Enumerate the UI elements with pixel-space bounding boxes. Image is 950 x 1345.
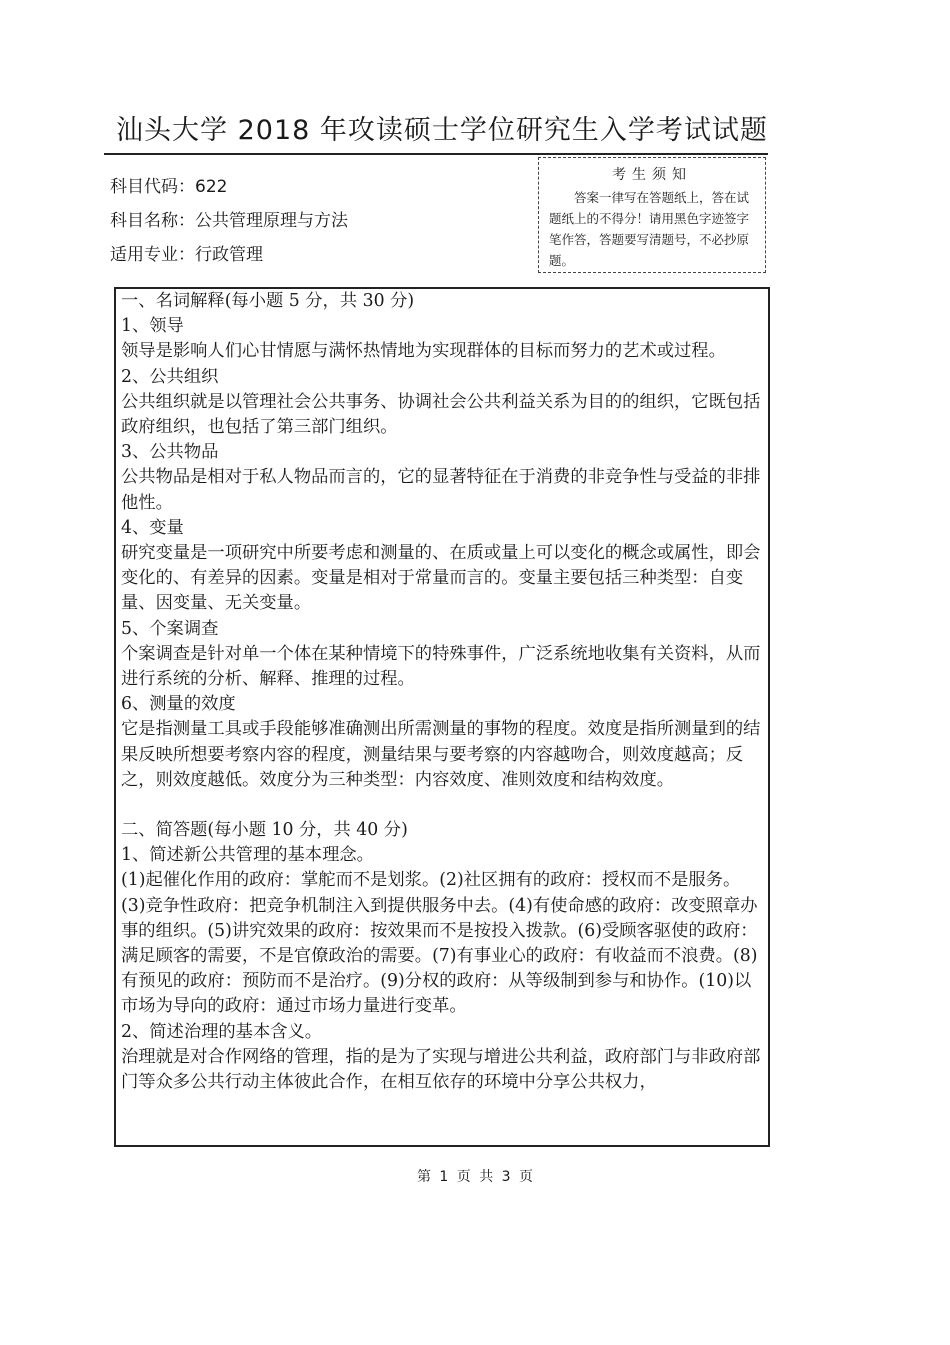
section-title: 二、简答题(每小题 10 分，共 40 分) — [121, 820, 408, 841]
exam-meta — [110, 170, 348, 272]
question-answer: 它是指测量工具或手段能够准确测出所需测量的事物的程度。效度是指所测量到的结果反映所想要考察内容的程度，测量结果与要考察的内容越吻合，则效度越高；反之，则效度越低。效度分为三种类型：内容效度、准则效度和结构效度。 — [121, 719, 761, 790]
question-title: 5、个案调查 — [121, 618, 219, 639]
page-number: 第 1 页 共 3 页 — [416, 1169, 534, 1185]
question-title: 3、公共物品 — [121, 442, 219, 463]
question-title: 2、公共组织 — [121, 366, 219, 387]
section-short-answer — [121, 818, 763, 1095]
question-answer: 治理就是对合作网络的管理，指的是为了实现与增进公共利益，政府部门与非政府部门等众多公共行动主体彼此合作，在相互依存的环境中分享公共权力， — [121, 1046, 761, 1093]
applicable-major: 适用专业：行政管理 — [110, 245, 263, 265]
question-title: 2、简述治理的基本含义。 — [121, 1021, 323, 1042]
question-answer: 公共物品是相对于私人物品而言的，它的显著特征在于消费的非竞争性与受益的非排他性。 — [121, 467, 761, 513]
candidate-notice-box — [538, 157, 766, 273]
subject-code: 科目代码：622 — [110, 177, 228, 197]
title-underline — [104, 153, 768, 155]
notice-body: 答案一律写在答题纸上，答在试题纸上的不得分！请用黑色字迹签字笔作答，答题要写清题号，不必抄原题。 — [549, 190, 750, 268]
question-title: 1、领导 — [121, 316, 184, 337]
question-answer: 个案调查是针对单一个体在某种情境下的特殊事件，广泛系统地收集有关资料，从而进行系统的分析、解释、推理的过程。 — [121, 643, 761, 690]
question-answer: 研究变量是一项研究中所要考虑和测量的、在质或量上可以变化的概念或属性，即会变化的、有差异的因素。变量是相对于常量而言的。变量主要包括三种类型：自变量、因变量、无关变量。 — [121, 543, 761, 614]
subject-name: 科目名称：公共管理原理与方法 — [110, 211, 348, 231]
question-title: 1、简述新公共管理的基本理念。 — [121, 845, 374, 866]
question-answer: (1)起催化作用的政府：掌舵而不是划浆。(2)社区拥有的政府：授权而不是服务。(3)竞争性政府：把竞争机制注入到提供服务中去。(4)有使命感的政府：改变照章办事的组织。(5)讲究效果的政府：按效果而不是按投入拨款。(6)受顾客驱使的政府：满足顾客的需要，不是官僚政治的需要。(7)有事业心的政府：有收益而不浪费。(8)有预见的政府：预防而不是治疗。(9)分权的政府：从等级制到参与和协作。(10)以市场为导向的政府：通过市场力量进行变革。 — [121, 870, 758, 1017]
question-title: 4、变量 — [121, 517, 184, 538]
question-answer: 公共组织就是以管理社会公共事务、协调社会公共利益关系为目的的组织，它既包括政府组织，也包括了第三部门组织。 — [121, 391, 761, 438]
notice-title: 考生须知 — [612, 167, 692, 183]
question-title: 6、测量的效度 — [121, 694, 236, 715]
exam-title: 汕头大学 2018 年攻读硕士学位研究生入学考试试题 — [116, 115, 768, 146]
section-title: 一、名词解释(每小题 5 分，共 30 分) — [121, 291, 415, 311]
question-answer: 领导是影响人们心甘情愿与满怀热情地为实现群体的目标而努力的艺术或过程。 — [121, 341, 726, 362]
section-definitions — [121, 289, 763, 793]
question-content-box — [114, 287, 770, 1147]
